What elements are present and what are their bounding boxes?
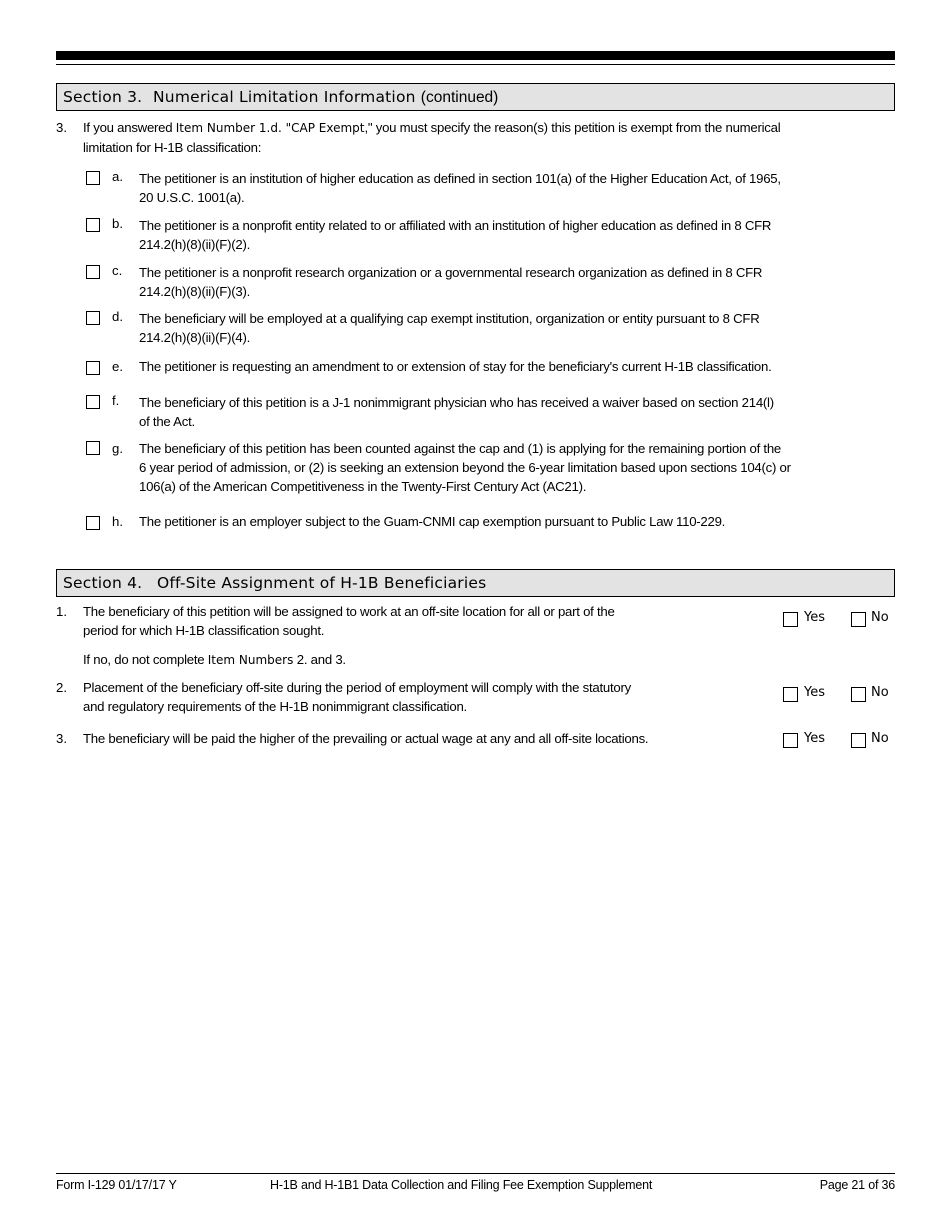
item-3-yes-checkbox[interactable] (783, 733, 798, 748)
option-a-text: The petitioner is an institution of higher education as defined in section 101(a) of the Higher Education Act, of 1965, 20 U.S.C. 1001(a). (139, 171, 781, 205)
item-1-yes-checkbox[interactable] (783, 612, 798, 627)
option-d-text: The beneficiary will be employed at a qualifying cap exempt institution, organization or entity pursuant to 8 CFR 214.2(h)(8)(ii)(F)(4). (139, 311, 760, 345)
option-letter: e. (112, 359, 123, 374)
item-1-no-checkbox[interactable] (851, 612, 866, 627)
option-d-checkbox[interactable] (86, 311, 100, 325)
option-e-text: The petitioner is requesting an amendment to or extension of stay for the beneficiary's current H-1B classification. (139, 359, 772, 374)
option-letter: f. (112, 393, 120, 408)
section-number: Section 3. (63, 88, 143, 106)
option-letter: h. (112, 514, 123, 529)
option-g-text: The beneficiary of this petition has been counted against the cap and (1) is applying for the remaining portion of the 6 year period of admission, or (2) is seeking an extension beyond the 6-year limitation based upon sections 104(c) or 106(a) of the American Competitiveness in the Twenty-First Century Act (AC21). (139, 441, 791, 494)
option-letter: b. (112, 216, 123, 231)
option-letter: c. (112, 263, 123, 278)
section-title: Numerical Limitation Information (continued) (153, 88, 499, 106)
option-b-checkbox[interactable] (86, 218, 100, 232)
yes-label: Yes (804, 610, 825, 625)
item-reference: Item Numbers (207, 653, 294, 667)
footer-rule (56, 1173, 895, 1174)
no-label: No (871, 685, 889, 700)
option-e-checkbox[interactable] (86, 361, 100, 375)
no-label: No (871, 731, 889, 746)
option-f-checkbox[interactable] (86, 395, 100, 409)
section-4-header (56, 569, 895, 597)
option-f-text: The beneficiary of this petition is a J-1 nonimmigrant physician who has received a waiver based on section 214(l) of the Act. (139, 395, 774, 429)
yes-label: Yes (804, 731, 825, 746)
page-number: Page 21 of 36 (819, 1178, 895, 1192)
option-letter: d. (112, 309, 123, 324)
item-number: 3. (56, 120, 67, 135)
option-h-text: The petitioner is an employer subject to the Guam-CNMI cap exemption pursuant to Public Law 110-229. (139, 514, 726, 529)
option-h-checkbox[interactable] (86, 516, 100, 530)
section-number: Section 4. (63, 574, 143, 592)
item-reference: Item Number 1.d. "CAP Exempt (175, 121, 365, 135)
continued-label: (continued) (420, 89, 499, 106)
footer-title: H-1B and H-1B1 Data Collection and Filing Fee Exemption Supplement (270, 1178, 653, 1192)
option-c-text: The petitioner is a nonprofit research organization or a governmental research organization as defined in 8 CFR 214.2(h)(8)(ii)(F)(3). (139, 265, 763, 299)
form-id: Form I-129 01/17/17 Y (56, 1178, 177, 1192)
option-a-checkbox[interactable] (86, 171, 100, 185)
item-2-no-checkbox[interactable] (851, 687, 866, 702)
section-3-header (56, 83, 895, 111)
option-c-checkbox[interactable] (86, 265, 100, 279)
no-label: No (871, 610, 889, 625)
option-letter: a. (112, 169, 123, 184)
item-number: 3. (56, 731, 67, 746)
item-2-text: Placement of the beneficiary off-site during the period of employment will comply with the statutory and regulatory requirements of the H-1B nonimmigrant classification. (83, 680, 631, 714)
top-rule-thin (56, 64, 895, 65)
item-1-text: The beneficiary of this petition will be assigned to work at an off-site location for all or part of the period for which H-1B classification sought. (83, 604, 615, 638)
option-letter: g. (112, 441, 123, 456)
skip-note: If no, do not complete Item Numbers 2. and 3. (83, 652, 346, 667)
item-number: 2. (56, 680, 67, 695)
item-number: 1. (56, 604, 67, 619)
option-b-text: The petitioner is a nonprofit entity related to or affiliated with an institution of higher education as defined in 8 CFR 214.2(h)(8)(ii)(F)(2). (139, 218, 772, 252)
item-2-yes-checkbox[interactable] (783, 687, 798, 702)
item-3-no-checkbox[interactable] (851, 733, 866, 748)
top-rule-thick (56, 51, 895, 60)
item-3-text: The beneficiary will be paid the higher of the prevailing or actual wage at any and all off-site locations. (83, 731, 649, 746)
yes-label: Yes (804, 685, 825, 700)
option-g-checkbox[interactable] (86, 441, 100, 455)
item-3-intro: If you answered Item Number 1.d. "CAP Exempt," you must specify the reason(s) this petition is exempt from the numerical limitation for H-1B classification: (83, 120, 781, 155)
section-title: Off-Site Assignment of H-1B Beneficiaries (157, 574, 487, 592)
